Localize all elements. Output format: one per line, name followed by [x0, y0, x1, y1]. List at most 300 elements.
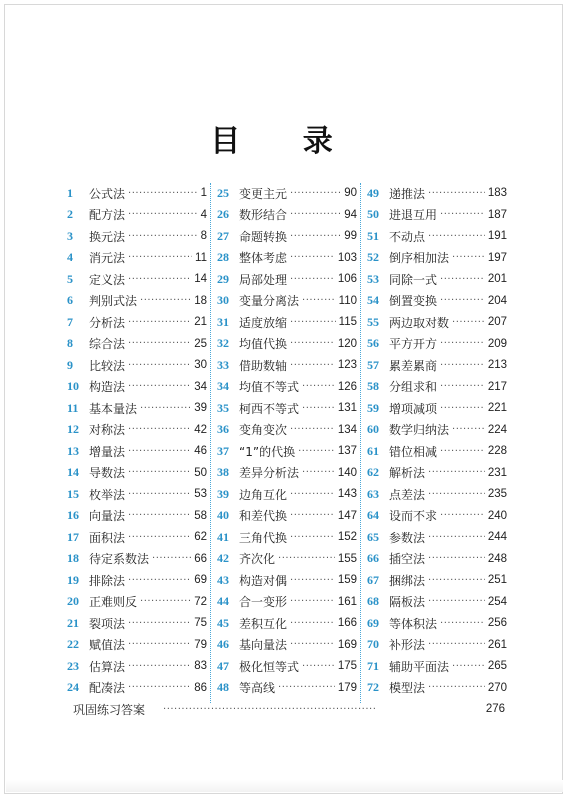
leader-dots: [163, 704, 480, 715]
toc-entry-label: 递推法: [389, 186, 426, 201]
toc-entry-page: 213: [487, 359, 507, 371]
toc-entry-label: 换元法: [89, 229, 126, 244]
toc-entry-number: 27: [217, 228, 229, 243]
leader-dots: [440, 446, 485, 457]
toc-entry-number: 39: [217, 486, 229, 501]
toc-entry[interactable]: [67, 549, 207, 569]
toc-entry-label: 局部处理: [239, 272, 288, 287]
toc-entry-label: 等高线: [239, 681, 276, 695]
toc-entry-label: “1”的代换: [239, 444, 296, 459]
toc-entry-page: 14: [194, 273, 207, 285]
toc-entry-page: 221: [487, 402, 507, 414]
toc-entry[interactable]: [67, 592, 207, 612]
toc-entry-page: 159: [337, 574, 357, 586]
leader-dots: [440, 295, 485, 306]
toc-entry-label: 均值不等式: [239, 380, 300, 394]
toc-entry[interactable]: [67, 183, 207, 203]
toc-entry-page: 276: [485, 703, 505, 715]
toc-entry-number: 16: [67, 508, 79, 522]
leader-dots: [428, 682, 485, 693]
toc-entry[interactable]: [217, 420, 357, 440]
leader-dots: [290, 360, 335, 371]
leader-dots: [428, 231, 485, 242]
toc-entry-page: 4: [200, 208, 207, 221]
toc-entry-label: 累差累商: [389, 358, 438, 373]
toc-entry-page: 1: [200, 187, 207, 199]
toc-entry-number: 43: [217, 572, 229, 587]
leader-dots: [152, 553, 191, 564]
leader-dots: [290, 532, 335, 543]
toc-entry-label: 增量法: [89, 444, 126, 459]
toc-entry-number: 21: [67, 615, 79, 630]
toc-entry[interactable]: [67, 205, 207, 225]
toc-entry-label: 变角变次: [239, 423, 288, 437]
leader-dots: [428, 489, 485, 500]
toc-entry-label: 构造对偶: [239, 573, 288, 588]
leader-dots: [440, 403, 485, 414]
toc-entry-page: 209: [487, 337, 507, 350]
leader-dots: [128, 338, 191, 349]
toc-entry-label: 分析法: [89, 315, 126, 330]
leader-dots: [302, 381, 335, 392]
toc-entry-number: 33: [217, 357, 229, 372]
toc-entry-number: 41: [217, 529, 229, 544]
leader-dots: [440, 209, 485, 220]
toc-entry[interactable]: [67, 334, 207, 354]
leader-dots: [290, 489, 335, 500]
toc-entry-label: 借助数轴: [239, 358, 288, 373]
toc-entry-page: 248: [487, 552, 507, 565]
toc-entry[interactable]: [217, 226, 357, 246]
toc-entry-number: 53: [367, 271, 379, 286]
toc-entry-number: 9: [67, 357, 73, 372]
column-divider: [210, 183, 211, 703]
leader-dots: [128, 231, 198, 242]
toc-entry[interactable]: [67, 398, 207, 418]
toc-entry-label: 变量分离法: [239, 294, 300, 308]
toc-entry[interactable]: [367, 678, 507, 698]
toc-entry[interactable]: [367, 463, 507, 483]
toc-entry-label: 插空法: [389, 552, 426, 566]
toc-entry-page: 34: [194, 380, 207, 393]
toc-entry-label: 差异分析法: [239, 466, 300, 480]
toc-entry[interactable]: [67, 678, 207, 698]
toc-entry-label: 错位相减: [389, 444, 438, 459]
toc-entry-label: 设而不求: [389, 509, 438, 523]
toc-entry-number: 36: [217, 422, 229, 436]
toc-entry-number: 34: [217, 379, 229, 393]
column-divider: [360, 183, 361, 703]
toc-entry-page: 224: [487, 423, 507, 436]
toc-entry-number: 61: [367, 443, 379, 458]
leader-dots: [290, 639, 335, 650]
leader-dots: [428, 553, 485, 564]
toc-entry[interactable]: [217, 355, 357, 375]
toc-entry-page: 69: [194, 574, 207, 586]
toc-entry-page: 39: [194, 402, 207, 414]
toc-entry[interactable]: [67, 312, 207, 332]
leader-dots: [452, 317, 485, 328]
toc-entry-number: 65: [367, 529, 379, 544]
leader-dots: [128, 467, 191, 478]
leader-dots: [452, 252, 485, 263]
toc-entry-page: 265: [487, 660, 507, 672]
toc-entry-page: 228: [487, 445, 507, 457]
toc-entry[interactable]: [217, 635, 357, 655]
toc-entry-label: 整体考虑: [239, 251, 288, 265]
toc-entry[interactable]: [217, 678, 357, 698]
toc-entry-label: 等体积法: [389, 616, 438, 631]
toc-entry-number: 15: [67, 486, 79, 501]
toc-entry-number: 23: [67, 658, 79, 673]
toc-entry-number: 70: [367, 637, 379, 651]
toc-entry-page: 183: [487, 187, 507, 199]
toc-entry-label: 综合法: [89, 337, 126, 351]
toc-entry-number: 51: [367, 228, 379, 243]
toc-entry-number: 62: [367, 465, 379, 479]
toc-entry-number: 3: [67, 228, 73, 243]
leader-dots: [290, 317, 336, 328]
toc-entry[interactable]: [367, 334, 507, 354]
toc-entry-page: 217: [487, 380, 507, 393]
toc-entry-label: 消元法: [89, 251, 126, 265]
toc-entry[interactable]: [367, 484, 507, 504]
toc-entry-page: 235: [487, 488, 507, 500]
toc-entry[interactable]: [367, 355, 507, 375]
toc-entry[interactable]: [367, 226, 507, 246]
toc-entry[interactable]: [367, 377, 507, 397]
toc-entry[interactable]: [367, 420, 507, 440]
toc-entry-label: 巩固练习答案: [73, 702, 146, 717]
toc-entry-page: 99: [344, 230, 357, 242]
leader-dots: [128, 424, 191, 435]
toc-entry-label: 齐次化: [239, 552, 276, 566]
toc-entry-page: 120: [337, 337, 357, 350]
toc-entry-page: 197: [487, 251, 507, 264]
toc-entry-number: 40: [217, 508, 229, 522]
toc-entry[interactable]: [217, 377, 357, 397]
leader-dots: [128, 575, 191, 586]
toc-entry-page: 137: [337, 445, 357, 457]
toc-entry-number: 31: [217, 314, 229, 329]
toc-entry-label: 命题转换: [239, 229, 288, 244]
toc-entry[interactable]: [217, 592, 357, 612]
toc-entry[interactable]: [217, 549, 357, 569]
toc-entry-page: 8: [200, 230, 207, 242]
leader-dots: [128, 489, 191, 500]
toc-entry-page: 179: [337, 681, 357, 694]
toc-entry-label: 倒序相加法: [389, 251, 450, 265]
toc-entry-number: 57: [367, 357, 379, 372]
leader-dots: [128, 209, 198, 220]
toc-entry[interactable]: [367, 398, 507, 418]
toc-entry-number: 46: [217, 637, 229, 651]
leader-dots: [128, 510, 191, 521]
toc-entry[interactable]: [217, 527, 357, 547]
toc-entry-page: 21: [194, 316, 207, 328]
toc-entry-page: 207: [487, 316, 507, 328]
toc-entry-label: 同除一式: [389, 272, 438, 287]
leader-dots: [440, 274, 485, 285]
toc-entry-label: 导数法: [89, 466, 126, 480]
toc-entry-page: 251: [487, 574, 507, 586]
toc-entry-label: 平方开方: [389, 337, 438, 351]
toc-entry[interactable]: [367, 549, 507, 569]
toc-entry-label: 对称法: [89, 423, 126, 437]
leader-dots: [290, 424, 335, 435]
toc-entry[interactable]: [367, 570, 507, 590]
toc-entry[interactable]: [67, 248, 207, 268]
toc-entry-page: 175: [337, 660, 357, 672]
toc-entry[interactable]: [217, 463, 357, 483]
toc-entry-label: 点差法: [389, 487, 426, 502]
toc-entry-page: 58: [194, 509, 207, 522]
leader-dots: [302, 295, 336, 306]
toc-entry-number: 14: [67, 465, 79, 479]
toc-entry-page: 244: [487, 531, 507, 543]
toc-entry[interactable]: [67, 635, 207, 655]
leader-dots: [452, 661, 485, 672]
page-bottom-shadow: [6, 780, 563, 792]
leader-dots: [290, 596, 335, 607]
toc-entry[interactable]: [367, 592, 507, 612]
leader-dots: [140, 596, 191, 607]
toc-entry-number: 17: [67, 529, 79, 544]
leader-dots: [290, 231, 341, 242]
toc-entry-number: 29: [217, 271, 229, 286]
toc-entry-number: 25: [217, 185, 229, 200]
toc-entry-page: 115: [338, 316, 357, 328]
leader-dots: [140, 403, 191, 414]
leader-dots: [278, 553, 335, 564]
toc-entry-number: 11: [67, 400, 79, 415]
toc-entry[interactable]: [67, 269, 207, 289]
toc-entry[interactable]: [217, 291, 357, 311]
toc-entry-label: 估算法: [89, 659, 126, 674]
toc-entry-page: 110: [338, 294, 357, 307]
toc-entry-number: 42: [217, 551, 229, 565]
toc-entry-answers[interactable]: [73, 699, 505, 719]
toc-entry-label: 配方法: [89, 208, 126, 222]
toc-entry-label: 待定系数法: [89, 552, 150, 566]
toc-entry-number: 13: [67, 443, 79, 458]
toc-entry-page: 155: [337, 552, 357, 565]
toc-entry[interactable]: [67, 420, 207, 440]
toc-entry-label: 解析法: [389, 466, 426, 480]
toc-entry[interactable]: [217, 570, 357, 590]
toc-entry-label: 裂项法: [89, 616, 126, 631]
toc-entry[interactable]: [67, 484, 207, 504]
toc-entry-number: 1: [67, 185, 73, 200]
toc-entry-number: 18: [67, 551, 79, 565]
toc-entry-number: 28: [217, 250, 229, 264]
toc-entry-number: 8: [67, 336, 73, 350]
leader-dots: [290, 338, 335, 349]
toc-entry-label: 进退互用: [389, 208, 438, 222]
toc-entry[interactable]: [367, 441, 507, 461]
leader-dots: [290, 575, 335, 586]
toc-entry-page: 123: [337, 359, 357, 371]
toc-entry[interactable]: [67, 377, 207, 397]
toc-entry-page: 140: [337, 466, 357, 479]
toc-entry-page: 66: [194, 552, 207, 565]
toc-entry-page: 134: [337, 423, 357, 436]
toc-entry-label: 公式法: [89, 186, 126, 201]
toc-entry-label: 极化恒等式: [239, 659, 300, 674]
toc-entry-number: 32: [217, 336, 229, 350]
toc-entry[interactable]: [67, 570, 207, 590]
toc-entry-label: 三角代换: [239, 530, 288, 545]
toc-entry-page: 126: [337, 380, 357, 393]
leader-dots: [278, 682, 335, 693]
leader-dots: [428, 575, 485, 586]
toc-entry-label: 判别式法: [89, 294, 138, 308]
toc-entry-label: 构造法: [89, 380, 126, 394]
leader-dots: [128, 446, 191, 457]
leader-dots: [128, 532, 191, 543]
toc-entry[interactable]: [217, 656, 357, 676]
toc-entry-page: 30: [194, 359, 207, 371]
toc-entry-page: 231: [487, 466, 507, 479]
toc-entry-label: 补形法: [389, 638, 426, 652]
toc-entry-label: 分组求和: [389, 380, 438, 394]
toc-entry-label: 数形结合: [239, 208, 288, 222]
toc-entry-page: 103: [337, 251, 357, 264]
toc-entry[interactable]: [367, 656, 507, 676]
toc-entry[interactable]: [67, 613, 207, 633]
toc-entry-page: 204: [487, 294, 507, 307]
toc-entry[interactable]: [217, 334, 357, 354]
toc-entry-page: 270: [487, 681, 507, 694]
toc-entry-page: 25: [194, 337, 207, 350]
toc-entry-number: 2: [67, 207, 73, 221]
toc-entry[interactable]: [367, 506, 507, 526]
toc-entry[interactable]: [367, 248, 507, 268]
leader-dots: [128, 639, 191, 650]
toc-entry-number: 19: [67, 572, 79, 587]
toc-entry-number: 49: [367, 185, 379, 200]
toc-entry[interactable]: [367, 613, 507, 633]
toc-entry[interactable]: [67, 463, 207, 483]
toc-entry[interactable]: [367, 183, 507, 203]
leader-dots: [440, 618, 485, 629]
toc-entry-number: 45: [217, 615, 229, 630]
toc-entry[interactable]: [217, 183, 357, 203]
toc-entry-label: 基向量法: [239, 638, 288, 652]
leader-dots: [302, 661, 335, 672]
toc-entry[interactable]: [217, 269, 357, 289]
toc-entry-label: 捆绑法: [389, 573, 426, 588]
leader-dots: [298, 446, 335, 457]
toc-entry-page: 86: [194, 681, 207, 694]
toc-entry[interactable]: [367, 205, 507, 225]
toc-entry-number: 24: [67, 680, 79, 694]
toc-entry-number: 68: [367, 594, 379, 608]
leader-dots: [290, 618, 335, 629]
leader-dots: [128, 360, 191, 371]
toc-entry-label: 面积法: [89, 530, 126, 545]
toc-entry-number: 30: [217, 293, 229, 307]
leader-dots: [128, 188, 198, 199]
toc-entry-page: 75: [194, 617, 207, 629]
toc-entry-number: 67: [367, 572, 379, 587]
toc-entry-page: 166: [337, 617, 357, 629]
toc-entry-page: 169: [337, 638, 357, 651]
toc-entry[interactable]: [217, 613, 357, 633]
leader-dots: [428, 532, 485, 543]
toc-entry[interactable]: [67, 441, 207, 461]
toc-entry-number: 58: [367, 379, 379, 393]
toc-entry[interactable]: [217, 484, 357, 504]
toc-entry[interactable]: [217, 441, 357, 461]
toc-entry-number: 47: [217, 658, 229, 673]
toc-entry[interactable]: [367, 269, 507, 289]
toc-entry[interactable]: [217, 312, 357, 332]
leader-dots: [128, 381, 191, 392]
toc-entry-label: 倒置变换: [389, 294, 438, 308]
toc-entry-label: 配凑法: [89, 681, 126, 695]
toc-entry[interactable]: [367, 291, 507, 311]
toc-entry[interactable]: [67, 527, 207, 547]
toc-entry[interactable]: [217, 506, 357, 526]
toc-entry[interactable]: [67, 355, 207, 375]
toc-entry-label: 均值代换: [239, 337, 288, 351]
toc-entry-page: 187: [487, 208, 507, 221]
leader-dots: [440, 381, 485, 392]
leader-dots: [302, 403, 335, 414]
toc-entry-label: 差积互化: [239, 616, 288, 631]
leader-dots: [290, 510, 335, 521]
toc-entry[interactable]: [217, 398, 357, 418]
toc-column-1: [67, 183, 207, 703]
toc-entry-label: 枚举法: [89, 487, 126, 502]
toc-entry[interactable]: [67, 506, 207, 526]
toc-entry-number: 48: [217, 680, 229, 694]
toc-entry-page: 131: [337, 402, 357, 414]
toc-entry-label: 赋值法: [89, 638, 126, 652]
leader-dots: [302, 467, 335, 478]
table-of-contents: [67, 183, 507, 703]
leader-dots: [428, 467, 485, 478]
toc-entry[interactable]: [367, 527, 507, 547]
toc-entry-label: 和差代换: [239, 509, 288, 523]
toc-entry-page: 72: [194, 595, 207, 608]
toc-entry[interactable]: [67, 291, 207, 311]
toc-entry[interactable]: [67, 226, 207, 246]
toc-entry-page: 46: [194, 445, 207, 457]
toc-entry[interactable]: [367, 635, 507, 655]
toc-entry-page: 11: [195, 251, 207, 264]
leader-dots: [290, 274, 335, 285]
toc-entry-number: 72: [367, 680, 379, 694]
toc-entry-number: 6: [67, 293, 73, 307]
toc-entry-label: 基本量法: [89, 401, 138, 416]
leader-dots: [440, 338, 485, 349]
toc-entry[interactable]: [217, 248, 357, 268]
toc-entry[interactable]: [67, 656, 207, 676]
toc-entry-label: 辅助平面法: [389, 659, 450, 674]
toc-entry[interactable]: [217, 205, 357, 225]
toc-entry-number: 52: [367, 250, 379, 264]
toc-entry-page: 261: [487, 638, 507, 651]
leader-dots: [128, 682, 191, 693]
toc-entry-number: 26: [217, 207, 229, 221]
leader-dots: [440, 360, 485, 371]
toc-entry-number: 66: [367, 551, 379, 565]
leader-dots: [290, 188, 341, 199]
toc-entry-number: 69: [367, 615, 379, 630]
toc-entry[interactable]: [367, 312, 507, 332]
